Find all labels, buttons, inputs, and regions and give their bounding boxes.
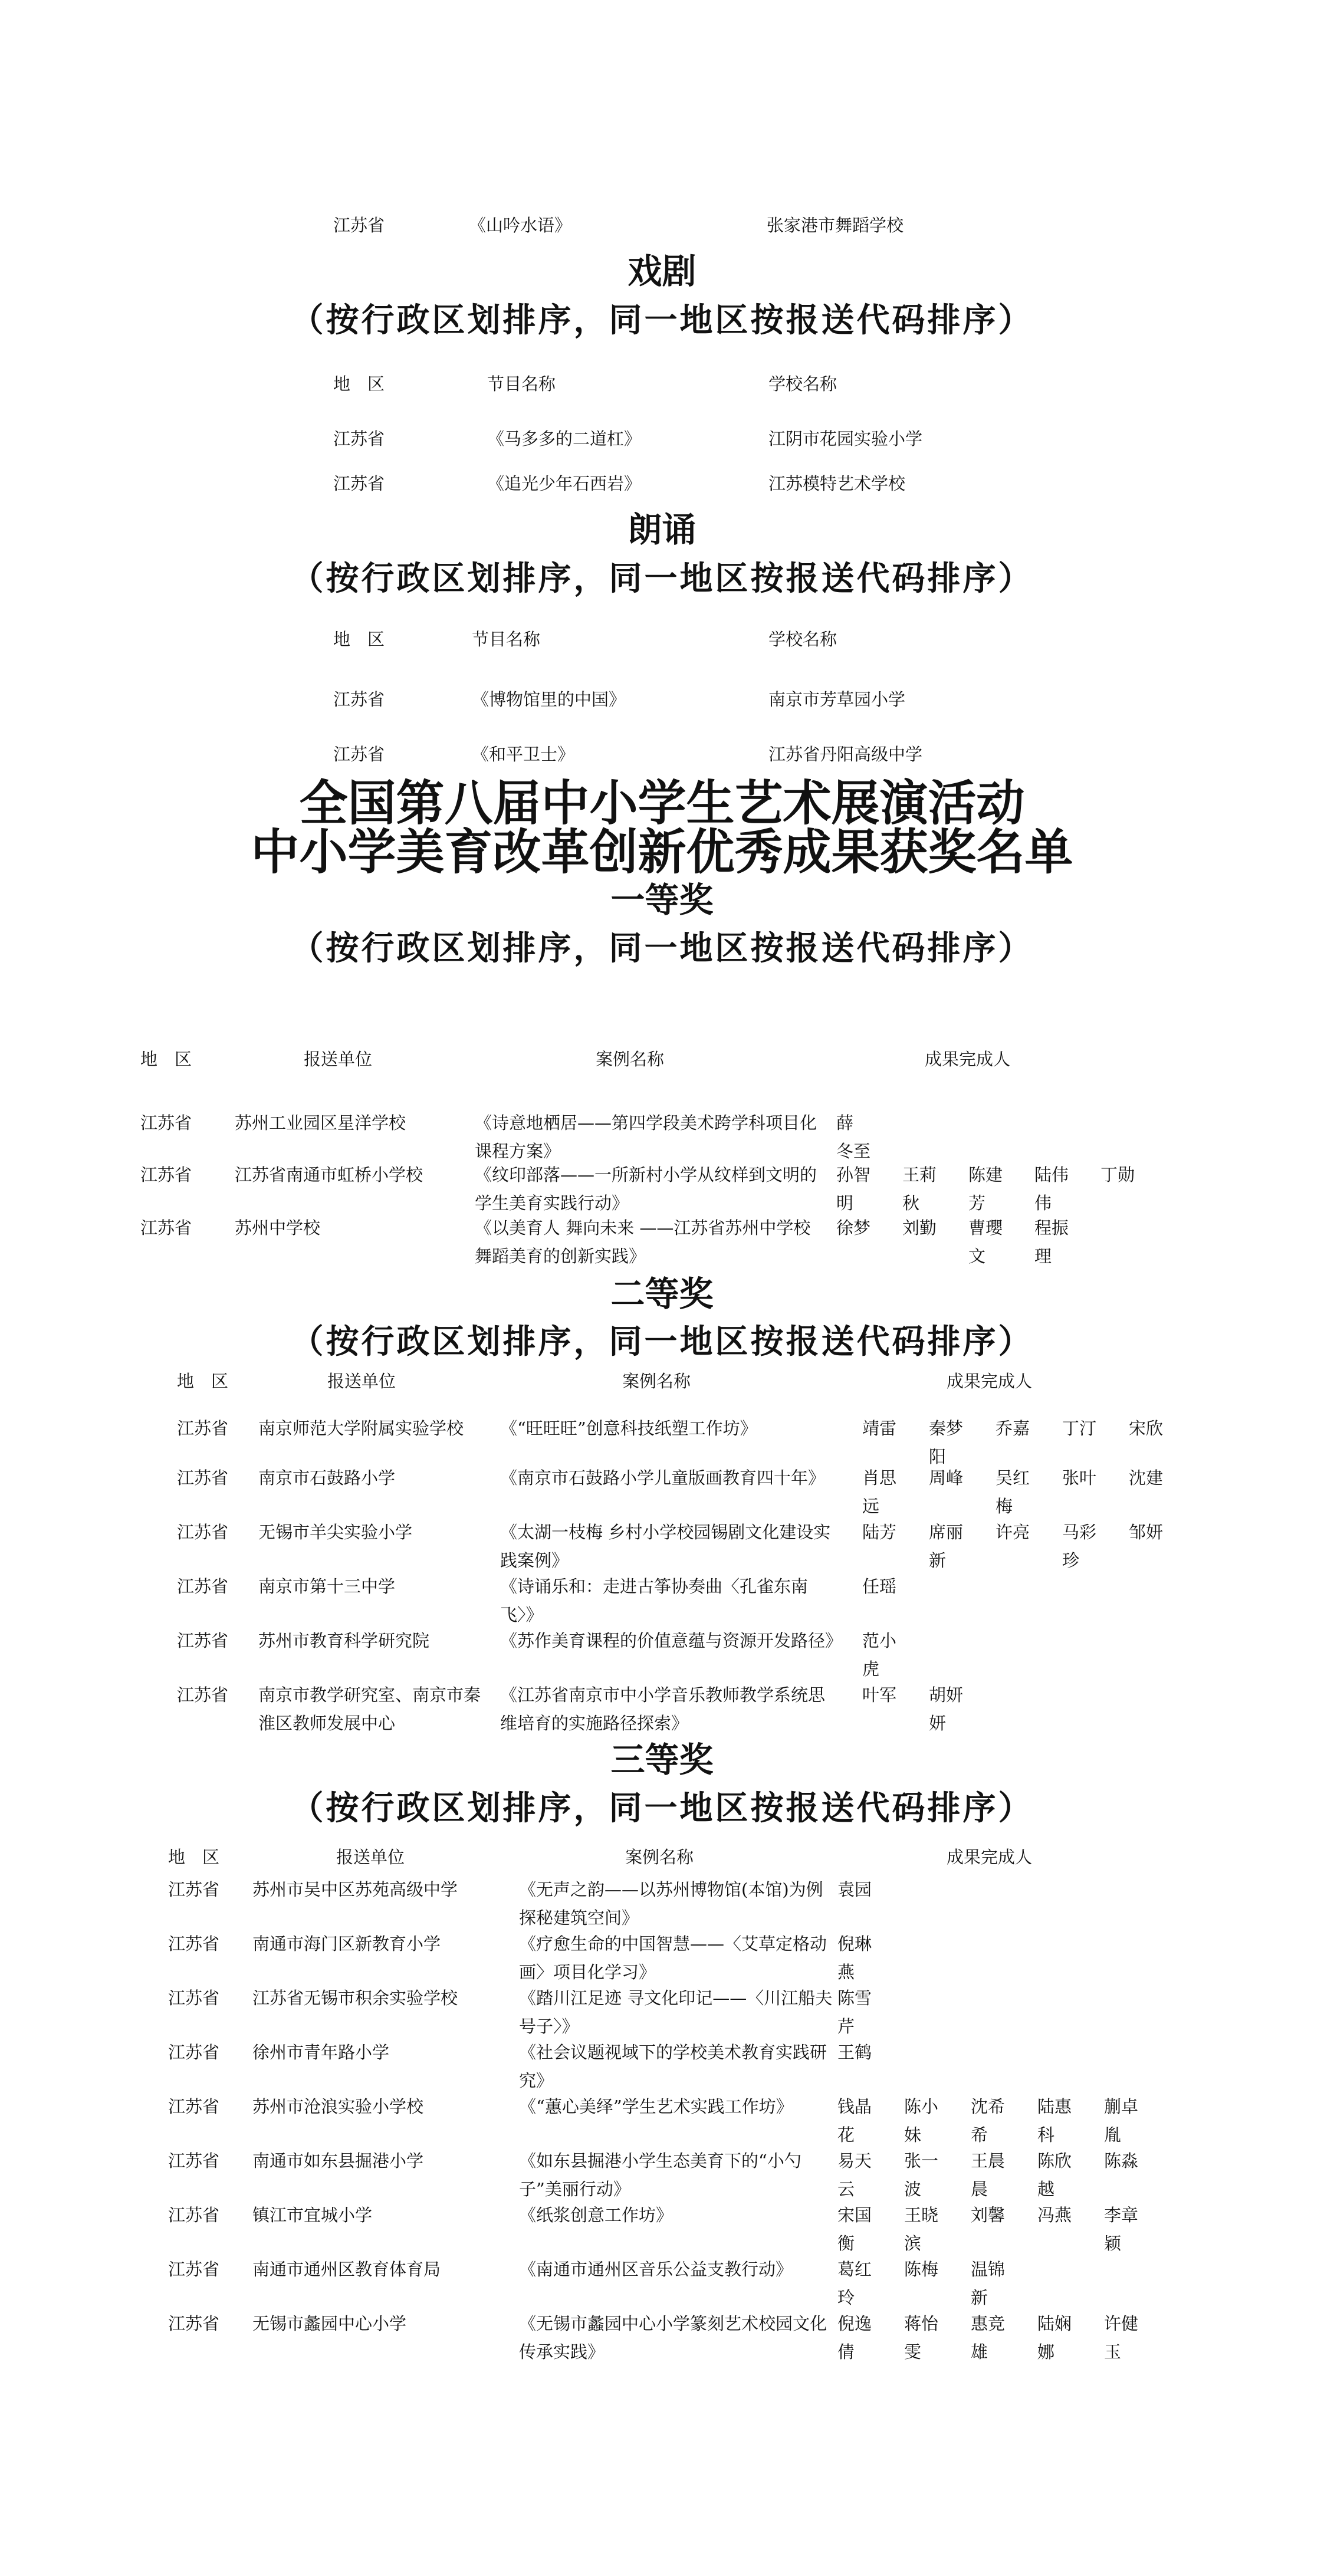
row-person: 范小虎 <box>862 1631 897 1679</box>
drama-row-school: 江阴市花园实验小学 <box>768 429 923 449</box>
row-unit: 苏州市吴中区苏苑高级中学 <box>252 1880 458 1900</box>
row-person: 王晨晨 <box>971 2151 1006 2199</box>
recitation-row-school: 江苏省丹阳高级中学 <box>768 744 923 764</box>
first-header-case: 案例名称 <box>596 1049 665 1069</box>
row-unit: 江苏省南通市虹桥小学校 <box>235 1165 423 1185</box>
second-header-people: 成果完成人 <box>947 1371 1033 1391</box>
row-person: 程振理 <box>1034 1218 1069 1266</box>
row-person: 陈小妹 <box>904 2097 939 2145</box>
row-case: 《以美育人 舞向未来 ——江苏省苏州中学校舞蹈美育的创新实践》 <box>475 1218 811 1266</box>
row-case: 《“旺旺旺”创意科技纸塑工作坊》 <box>500 1418 757 1438</box>
recitation-header-school: 学校名称 <box>768 629 837 649</box>
row-person: 倪逸倩 <box>837 2314 872 2362</box>
row-case: 《诗意地栖居——第四学段美术跨学科项目化课程方案》 <box>475 1113 817 1161</box>
row-person: 沈建 <box>1129 1468 1164 1488</box>
row-region: 江苏省 <box>168 2151 220 2171</box>
row-case: 《诗诵乐和：走进古筝协奏曲〈孔雀东南飞〉》 <box>500 1576 809 1625</box>
row-unit: 苏州中学校 <box>235 1218 321 1238</box>
row-person: 薛 冬至 <box>836 1113 871 1161</box>
row-person: 陈雪芹 <box>837 1988 872 2036</box>
row-case: 《疗愈生命的中国智慧——〈艾草定格动画〉项目化学习》 <box>519 1934 827 1982</box>
first-header-region: 地 区 <box>140 1049 192 1069</box>
row-case: 《无锡市蠡园中心小学篆刻艺术校园文化传承实践》 <box>519 2314 827 2362</box>
row-region: 江苏省 <box>168 2097 220 2117</box>
row-region: 江苏省 <box>177 1685 229 1705</box>
row-region: 江苏省 <box>168 1934 220 1954</box>
row-person: 陈淼 <box>1104 2151 1139 2171</box>
row-person: 肖思远 <box>862 1468 897 1516</box>
first-prize-note: （按行政区划排序，同一地区按报送代码排序） <box>290 929 1034 968</box>
row-person: 宋国衡 <box>837 2205 872 2253</box>
recitation-row-region: 江苏省 <box>333 744 385 764</box>
row-person: 刘勤 <box>902 1218 937 1238</box>
second-header-case: 案例名称 <box>622 1371 691 1391</box>
row-person: 陆芳 <box>862 1522 897 1542</box>
row-person: 蒯卓胤 <box>1104 2097 1139 2145</box>
row-person: 周峰 <box>929 1468 964 1488</box>
row-region: 江苏省 <box>168 2259 220 2279</box>
row-person: 马彩珍 <box>1062 1522 1097 1570</box>
row-case: 《无声之韵——以苏州博物馆(本馆)为例探秘建筑空间》 <box>519 1880 823 1928</box>
row-person: 王晓滨 <box>904 2205 939 2253</box>
row-person: 葛红玲 <box>837 2259 872 2308</box>
row-case: 《踏川江足迹 寻文化印记——〈川江船夫号子〉》 <box>519 1988 833 2036</box>
row-unit: 无锡市蠡园中心小学 <box>252 2314 407 2334</box>
row-unit: 徐州市青年路小学 <box>252 2042 390 2062</box>
row-unit: 镇江市宜城小学 <box>252 2205 373 2225</box>
row-case: 《纸浆创意工作坊》 <box>519 2205 674 2225</box>
recitation-row-region: 江苏省 <box>333 689 385 709</box>
row-unit: 南京师范大学附属实验学校 <box>258 1418 464 1438</box>
row-case: 《南京市石鼓路小学儿童版画教育四十年》 <box>500 1468 826 1488</box>
first-header-people: 成果完成人 <box>925 1049 1011 1069</box>
second-header-region: 地 区 <box>177 1371 229 1391</box>
row-region: 江苏省 <box>168 2205 220 2225</box>
drama-header-school: 学校名称 <box>768 374 837 394</box>
top-row-school: 张家港市舞蹈学校 <box>767 215 904 235</box>
row-region: 江苏省 <box>177 1418 229 1438</box>
row-person: 秦梦阳 <box>929 1418 964 1467</box>
drama-row-program: 《追光少年石西岩》 <box>487 474 642 494</box>
main-title-line1: 全国第八届中小学生艺术展演活动 <box>299 775 1025 832</box>
row-unit: 江苏省无锡市积余实验学校 <box>252 1988 458 2008</box>
drama-header-region: 地 区 <box>333 374 385 394</box>
row-person: 张一波 <box>904 2151 939 2199</box>
row-person: 丁汀 <box>1062 1418 1097 1438</box>
drama-row-program: 《马多多的二道杠》 <box>487 429 642 449</box>
row-person: 乔嘉 <box>996 1418 1030 1438</box>
top-row-region: 江苏省 <box>333 215 385 235</box>
row-case: 《江苏省南京市中小学音乐教师教学系统思维培育的实施路径探索》 <box>500 1685 826 1733</box>
third-header-region: 地 区 <box>168 1847 220 1867</box>
row-person: 靖雷 <box>862 1418 897 1438</box>
drama-row-region: 江苏省 <box>333 474 385 494</box>
row-case: 《南通市通州区音乐公益支教行动》 <box>519 2259 793 2279</box>
row-person: 李章颖 <box>1104 2205 1139 2253</box>
top-row-program: 《山吟水语》 <box>469 215 572 235</box>
recitation-title: 朗诵 <box>627 510 697 550</box>
recitation-header-program: 节目名称 <box>472 629 541 649</box>
row-person: 陈建芳 <box>968 1165 1003 1213</box>
row-person: 袁园 <box>837 1880 872 1900</box>
second-header-unit: 报送单位 <box>327 1371 396 1391</box>
row-case: 《纹印部落——一所新村小学从纹样到文明的学生美育实践行动》 <box>475 1165 817 1213</box>
row-person: 孙智明 <box>836 1165 871 1213</box>
row-person: 王莉秋 <box>902 1165 937 1213</box>
row-case: 《太湖一枝梅 乡村小学校园锡剧文化建设实践案例》 <box>500 1522 831 1570</box>
row-unit: 苏州工业园区星洋学校 <box>235 1113 406 1133</box>
drama-title: 戏剧 <box>627 251 697 291</box>
third-header-people: 成果完成人 <box>947 1847 1033 1867</box>
row-case: 《如东县掘港小学生态美育下的“小勺子”美丽行动》 <box>519 2151 801 2199</box>
row-region: 江苏省 <box>168 2314 220 2334</box>
row-region: 江苏省 <box>177 1468 229 1488</box>
row-person: 曹瓔文 <box>968 1218 1003 1266</box>
row-person: 张叶 <box>1062 1468 1097 1488</box>
row-person: 吴红梅 <box>996 1468 1030 1516</box>
third-prize-title: 三等奖 <box>610 1740 714 1780</box>
row-unit: 南京市教学研究室、南京市秦淮区教师发展中心 <box>258 1685 481 1733</box>
third-prize-note: （按行政区划排序，同一地区按报送代码排序） <box>290 1789 1034 1828</box>
row-person: 胡妍妍 <box>929 1685 964 1733</box>
drama-header-program: 节目名称 <box>487 374 556 394</box>
row-person: 易天云 <box>837 2151 872 2199</box>
row-person: 许健玉 <box>1104 2314 1139 2362</box>
row-case: 《社会议题视域下的学校美术教育实践研究》 <box>519 2042 827 2091</box>
row-person: 刘馨 <box>971 2205 1006 2225</box>
recitation-row-school: 南京市芳草园小学 <box>768 689 906 709</box>
row-unit: 苏州市沧浪实验小学校 <box>252 2097 424 2117</box>
second-prize-note: （按行政区划排序，同一地区按报送代码排序） <box>290 1322 1034 1361</box>
row-region: 江苏省 <box>177 1576 229 1596</box>
row-case: 《苏作美育课程的价值意蕴与资源开发路径》 <box>500 1631 843 1651</box>
row-person: 宋欣 <box>1129 1418 1164 1438</box>
row-person: 冯燕 <box>1037 2205 1072 2225</box>
row-case: 《“蕙心美绎”学生艺术实践工作坊》 <box>519 2097 793 2117</box>
row-region: 江苏省 <box>140 1165 192 1185</box>
row-person: 陆伟伟 <box>1034 1165 1069 1213</box>
row-unit: 南通市如东县掘港小学 <box>252 2151 424 2171</box>
main-title-line2: 中小学美育改革创新优秀成果获奖名单 <box>251 824 1073 880</box>
row-person: 陆娴娜 <box>1037 2314 1072 2362</box>
row-person: 惠竞雄 <box>971 2314 1006 2362</box>
second-prize-title: 二等奖 <box>610 1274 714 1314</box>
third-header-unit: 报送单位 <box>336 1847 405 1867</box>
row-person: 徐梦 <box>836 1218 871 1238</box>
row-region: 江苏省 <box>140 1218 192 1238</box>
recitation-row-program: 《博物馆里的中国》 <box>472 689 626 709</box>
row-region: 江苏省 <box>140 1113 192 1133</box>
row-person: 任瑶 <box>862 1576 897 1596</box>
row-person: 丁勋 <box>1100 1165 1135 1185</box>
row-unit: 南通市海门区新教育小学 <box>252 1934 441 1954</box>
row-region: 江苏省 <box>168 2042 220 2062</box>
recitation-row-program: 《和平卫士》 <box>472 744 575 764</box>
recitation-header-region: 地 区 <box>333 629 385 649</box>
first-prize-title: 一等奖 <box>610 880 714 920</box>
row-unit: 南通市通州区教育体育局 <box>252 2259 441 2279</box>
row-unit: 南京市第十三中学 <box>258 1576 396 1596</box>
row-person: 温锦新 <box>971 2259 1006 2308</box>
first-header-unit: 报送单位 <box>304 1049 373 1069</box>
row-person: 叶军 <box>862 1685 897 1705</box>
row-person: 许亮 <box>996 1522 1030 1542</box>
row-person: 邹妍 <box>1129 1522 1164 1542</box>
third-header-case: 案例名称 <box>625 1847 694 1867</box>
row-unit: 无锡市羊尖实验小学 <box>258 1522 413 1542</box>
row-person: 陈欣越 <box>1037 2151 1072 2199</box>
recitation-note: （按行政区划排序，同一地区按报送代码排序） <box>290 559 1034 598</box>
row-person: 钱晶花 <box>837 2097 872 2145</box>
row-person: 倪琳燕 <box>837 1934 872 1982</box>
drama-row-school: 江苏模特艺术学校 <box>768 474 906 494</box>
drama-row-region: 江苏省 <box>333 429 385 449</box>
row-person: 沈希希 <box>971 2097 1006 2145</box>
row-person: 席丽新 <box>929 1522 964 1570</box>
row-region: 江苏省 <box>177 1631 229 1651</box>
row-unit: 苏州市教育科学研究院 <box>258 1631 430 1651</box>
row-person: 蒋怡雯 <box>904 2314 939 2362</box>
row-region: 江苏省 <box>168 1988 220 2008</box>
row-person: 王鹤 <box>837 2042 872 2062</box>
row-person: 陆惠科 <box>1037 2097 1072 2145</box>
row-person: 陈梅 <box>904 2259 939 2279</box>
drama-note: （按行政区划排序，同一地区按报送代码排序） <box>290 301 1034 340</box>
row-unit: 南京市石鼓路小学 <box>258 1468 396 1488</box>
row-region: 江苏省 <box>177 1522 229 1542</box>
row-region: 江苏省 <box>168 1880 220 1900</box>
